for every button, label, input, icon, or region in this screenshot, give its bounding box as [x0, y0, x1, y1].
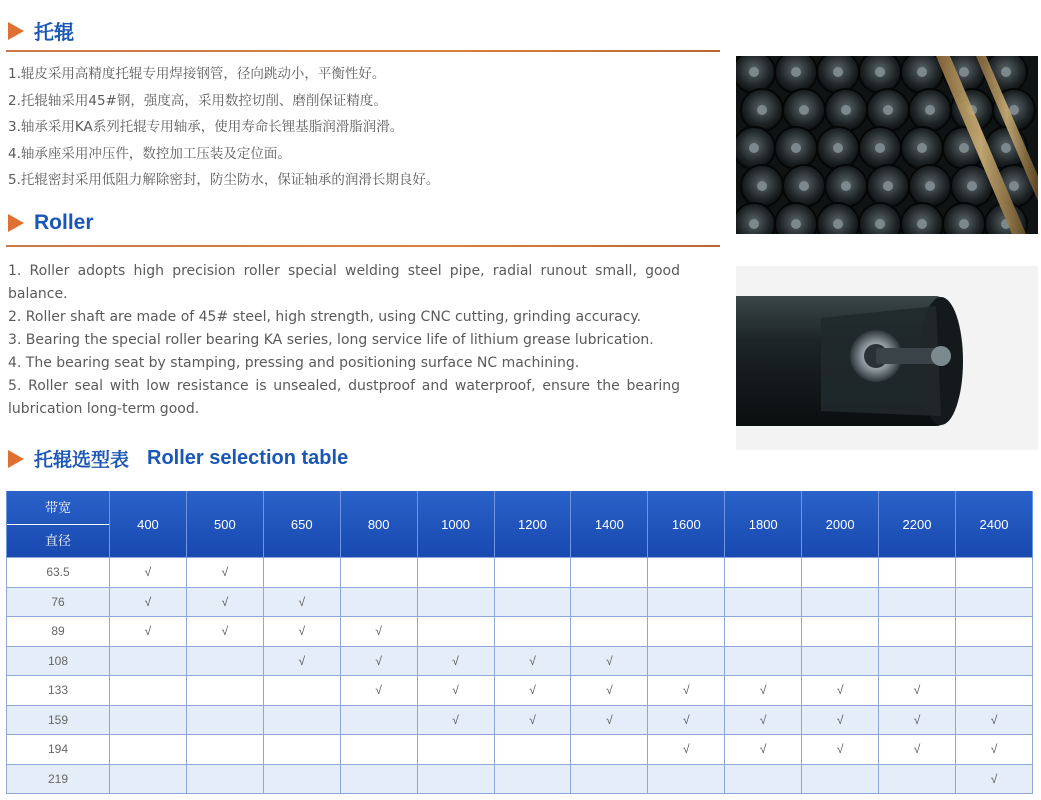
roller-hub-shape — [875, 219, 885, 229]
compatibility-cell — [110, 735, 187, 765]
compatibility-cell: √ — [802, 676, 879, 706]
table-corner-cell — [7, 491, 110, 558]
roller-hub-shape — [883, 105, 893, 115]
rollers-rows-image — [736, 56, 1038, 234]
compatibility-cell — [725, 764, 802, 794]
compatibility-cell — [417, 587, 494, 617]
diameter-cell: 76 — [7, 587, 110, 617]
table-row — [7, 705, 1033, 735]
roller-end-shape — [901, 203, 943, 234]
compatibility-cell — [648, 558, 725, 588]
feature-item-en: 4. The bearing seat by stamping, pressing and positioning surface NC machining. — [8, 355, 580, 371]
compatibility-cell — [725, 646, 802, 676]
diameter-cell: 108 — [7, 646, 110, 676]
roller-cutaway-image — [736, 266, 1038, 450]
compatibility-cell — [340, 735, 417, 765]
compatibility-cell: √ — [648, 735, 725, 765]
roller-hub-shape — [875, 67, 885, 77]
roller-hub-shape — [967, 181, 977, 191]
feature-item-en: 5. Roller seal with low resistance is unsealed, dustproof and waterproof, ensure the bearing lubrication long-term good. — [8, 378, 680, 417]
compatibility-cell — [186, 705, 263, 735]
feature-item-cn: 4.轴承座采用冲压件，数控加工压装及定位面。 — [8, 145, 291, 162]
roller-hub-shape — [791, 219, 801, 229]
compatibility-cell: √ — [879, 705, 956, 735]
diameter-cell: 194 — [7, 735, 110, 765]
table-row — [7, 558, 1033, 588]
compatibility-cell — [494, 735, 571, 765]
compatibility-cell: √ — [494, 705, 571, 735]
feature-item-cn: 1.辊皮采用高精度托辊专用焊接钢管，径向跳动小，平衡性好。 — [8, 66, 386, 82]
roller-hub-shape — [959, 143, 969, 153]
corner-diameter-label: 直径 — [44, 532, 71, 548]
compatibility-cell: √ — [648, 705, 725, 735]
feature-item-en: 1. Roller adopts high precision roller special welding steel pipe, radial runout small, good balance. — [8, 263, 680, 302]
belt-width-header: 1400 — [571, 491, 648, 558]
roller-hub-shape — [749, 143, 759, 153]
feature-item-cn: 3.轴承采用KA系列托辊专用轴承，使用寿命长锂基脂润滑脂润滑。 — [8, 119, 404, 135]
compatibility-cell — [879, 617, 956, 647]
compatibility-cell — [110, 764, 187, 794]
table-row — [7, 646, 1033, 676]
section-heading-cn — [8, 16, 74, 45]
compatibility-cell — [340, 705, 417, 735]
roller-hub-shape — [757, 105, 767, 115]
compatibility-cell — [879, 646, 956, 676]
roller-hub-shape — [959, 219, 969, 229]
section-heading-en — [8, 211, 94, 235]
compatibility-cell — [494, 558, 571, 588]
compatibility-cell: √ — [110, 558, 187, 588]
roller-hub-shape — [925, 181, 935, 191]
compatibility-cell: √ — [955, 705, 1032, 735]
compatibility-cell: √ — [725, 705, 802, 735]
compatibility-cell: √ — [879, 676, 956, 706]
belt-width-header: 500 — [186, 491, 263, 558]
compatibility-cell — [186, 676, 263, 706]
compatibility-cell — [263, 676, 340, 706]
roller-hub-shape — [757, 181, 767, 191]
compatibility-cell — [263, 764, 340, 794]
feature-item-cn: 2.托辊轴采用45#钢，强度高，采用数控切削、磨削保证精度。 — [8, 92, 387, 109]
compatibility-cell — [571, 735, 648, 765]
roller-end-shape — [859, 203, 901, 234]
diameter-cell: 133 — [7, 676, 110, 706]
roller-cutaway-photo — [736, 266, 1038, 450]
compatibility-cell — [802, 617, 879, 647]
belt-width-header: 2400 — [955, 491, 1032, 558]
corner-belt-width-label: 带宽 — [7, 492, 109, 525]
compatibility-cell: √ — [110, 587, 187, 617]
roller-hub-shape — [959, 67, 969, 77]
table-row — [7, 764, 1033, 794]
compatibility-cell — [263, 735, 340, 765]
compatibility-cell — [879, 587, 956, 617]
compatibility-cell: √ — [263, 646, 340, 676]
compatibility-cell — [263, 705, 340, 735]
compatibility-cell — [417, 617, 494, 647]
compatibility-cell — [340, 587, 417, 617]
roller-hub-shape — [925, 105, 935, 115]
compatibility-cell: √ — [648, 676, 725, 706]
compatibility-cell — [417, 735, 494, 765]
roller-hub-shape — [883, 181, 893, 191]
roller-hub-shape — [833, 67, 843, 77]
table-row — [7, 587, 1033, 617]
compatibility-cell — [417, 764, 494, 794]
compatibility-cell: √ — [186, 558, 263, 588]
table-title-en: Roller selection table — [147, 447, 349, 469]
compatibility-cell: √ — [186, 617, 263, 647]
compatibility-cell: √ — [725, 676, 802, 706]
compatibility-cell: √ — [955, 735, 1032, 765]
compatibility-cell: √ — [879, 735, 956, 765]
roller-hub-shape — [799, 181, 809, 191]
compatibility-cell: √ — [340, 617, 417, 647]
roller-hub-shape — [1009, 181, 1019, 191]
roller-hub-shape — [833, 143, 843, 153]
compatibility-cell — [186, 735, 263, 765]
compatibility-cell: √ — [110, 617, 187, 647]
roller-hub-shape — [791, 67, 801, 77]
section-heading-table — [8, 445, 348, 472]
rollers-rows-photo — [736, 56, 1038, 234]
compatibility-cell — [340, 558, 417, 588]
feature-item-en: 3. Bearing the special roller bearing KA series, long service life of lithium grease lubrication. — [8, 332, 654, 348]
compatibility-cell — [955, 587, 1032, 617]
belt-width-header: 2000 — [802, 491, 879, 558]
roller-hub-shape — [1001, 143, 1011, 153]
roller-hub-shape — [841, 105, 851, 115]
table-row — [7, 617, 1033, 647]
compatibility-cell — [648, 587, 725, 617]
roller-hub-shape — [841, 181, 851, 191]
compatibility-cell — [725, 587, 802, 617]
belt-width-header: 800 — [340, 491, 417, 558]
compatibility-cell — [648, 764, 725, 794]
belt-width-header: 650 — [263, 491, 340, 558]
section-title-en: Roller — [34, 211, 94, 234]
roller-end-shape — [943, 203, 985, 234]
compatibility-cell — [648, 617, 725, 647]
compatibility-cell — [494, 764, 571, 794]
compatibility-cell: √ — [802, 735, 879, 765]
roller-hub-shape — [799, 105, 809, 115]
compatibility-cell — [494, 587, 571, 617]
compatibility-cell: √ — [494, 676, 571, 706]
compatibility-cell — [879, 558, 956, 588]
compatibility-cell — [340, 764, 417, 794]
compatibility-cell — [725, 558, 802, 588]
compatibility-cell — [571, 764, 648, 794]
compatibility-cell — [110, 676, 187, 706]
belt-width-header: 1000 — [417, 491, 494, 558]
feature-item-en: 2. Roller shaft are made of 45# steel, high strength, using CNC cutting, grinding accuracy. — [8, 309, 642, 325]
roller-hub-shape — [917, 219, 927, 229]
triangle-bullet-icon — [8, 450, 24, 468]
section-title-cn: 托辊 — [34, 22, 74, 44]
compatibility-cell — [955, 676, 1032, 706]
compatibility-cell — [802, 764, 879, 794]
roller-end-shape — [775, 203, 817, 234]
roller-hub-shape — [917, 143, 927, 153]
compatibility-cell — [263, 558, 340, 588]
features-list-en — [8, 260, 680, 421]
triangle-bullet-icon — [8, 214, 24, 232]
compatibility-cell: √ — [417, 676, 494, 706]
compatibility-cell: √ — [955, 764, 1032, 794]
compatibility-cell: √ — [340, 646, 417, 676]
compatibility-cell: √ — [263, 617, 340, 647]
belt-width-header: 2200 — [879, 491, 956, 558]
table-row — [7, 676, 1033, 706]
compatibility-cell — [955, 617, 1032, 647]
roller-hub-shape — [833, 219, 843, 229]
compatibility-cell — [186, 646, 263, 676]
compatibility-cell: √ — [571, 646, 648, 676]
roller-hub-shape — [791, 143, 801, 153]
roller-hub-shape — [749, 219, 759, 229]
compatibility-cell: √ — [494, 646, 571, 676]
compatibility-cell — [494, 617, 571, 647]
compatibility-cell — [571, 587, 648, 617]
compatibility-cell — [571, 558, 648, 588]
compatibility-cell: √ — [186, 587, 263, 617]
compatibility-cell — [955, 558, 1032, 588]
compatibility-cell: √ — [571, 676, 648, 706]
table-row — [7, 735, 1033, 765]
divider-cn — [6, 50, 720, 52]
belt-width-header: 1800 — [725, 491, 802, 558]
compatibility-cell: √ — [571, 705, 648, 735]
compatibility-cell — [571, 617, 648, 647]
feature-item-cn: 5.托辊密封采用低阻力解除密封，防尘防水，保证轴承的润滑长期良好。 — [8, 172, 440, 188]
belt-width-header: 1600 — [648, 491, 725, 558]
divider-en — [6, 245, 720, 247]
compatibility-cell — [879, 764, 956, 794]
diameter-cell: 219 — [7, 764, 110, 794]
compatibility-cell — [802, 558, 879, 588]
compatibility-cell — [725, 617, 802, 647]
table-header-row — [7, 491, 1033, 558]
diameter-cell: 159 — [7, 705, 110, 735]
roller-hub-shape — [917, 67, 927, 77]
compatibility-cell: √ — [340, 676, 417, 706]
compatibility-cell — [110, 705, 187, 735]
roller-selection-table — [6, 491, 1033, 794]
belt-width-header: 1200 — [494, 491, 571, 558]
compatibility-cell — [417, 558, 494, 588]
compatibility-cell: √ — [417, 705, 494, 735]
compatibility-cell: √ — [725, 735, 802, 765]
compatibility-cell — [802, 646, 879, 676]
compatibility-cell — [955, 646, 1032, 676]
compatibility-cell — [110, 646, 187, 676]
compatibility-cell — [186, 764, 263, 794]
roller-end-shape — [817, 203, 859, 234]
features-list-cn — [8, 61, 439, 194]
belt-width-header: 400 — [110, 491, 187, 558]
table-title-cn: 托辊选型表 — [34, 450, 130, 471]
diameter-cell: 63.5 — [7, 558, 110, 588]
compatibility-cell — [648, 646, 725, 676]
compatibility-cell: √ — [263, 587, 340, 617]
compatibility-cell: √ — [417, 646, 494, 676]
roller-hub-shape — [749, 67, 759, 77]
compatibility-cell: √ — [802, 705, 879, 735]
diameter-cell: 89 — [7, 617, 110, 647]
compatibility-cell — [802, 587, 879, 617]
roller-hub-shape — [1001, 67, 1011, 77]
triangle-bullet-icon — [8, 22, 24, 40]
roller-hub-shape — [875, 143, 885, 153]
